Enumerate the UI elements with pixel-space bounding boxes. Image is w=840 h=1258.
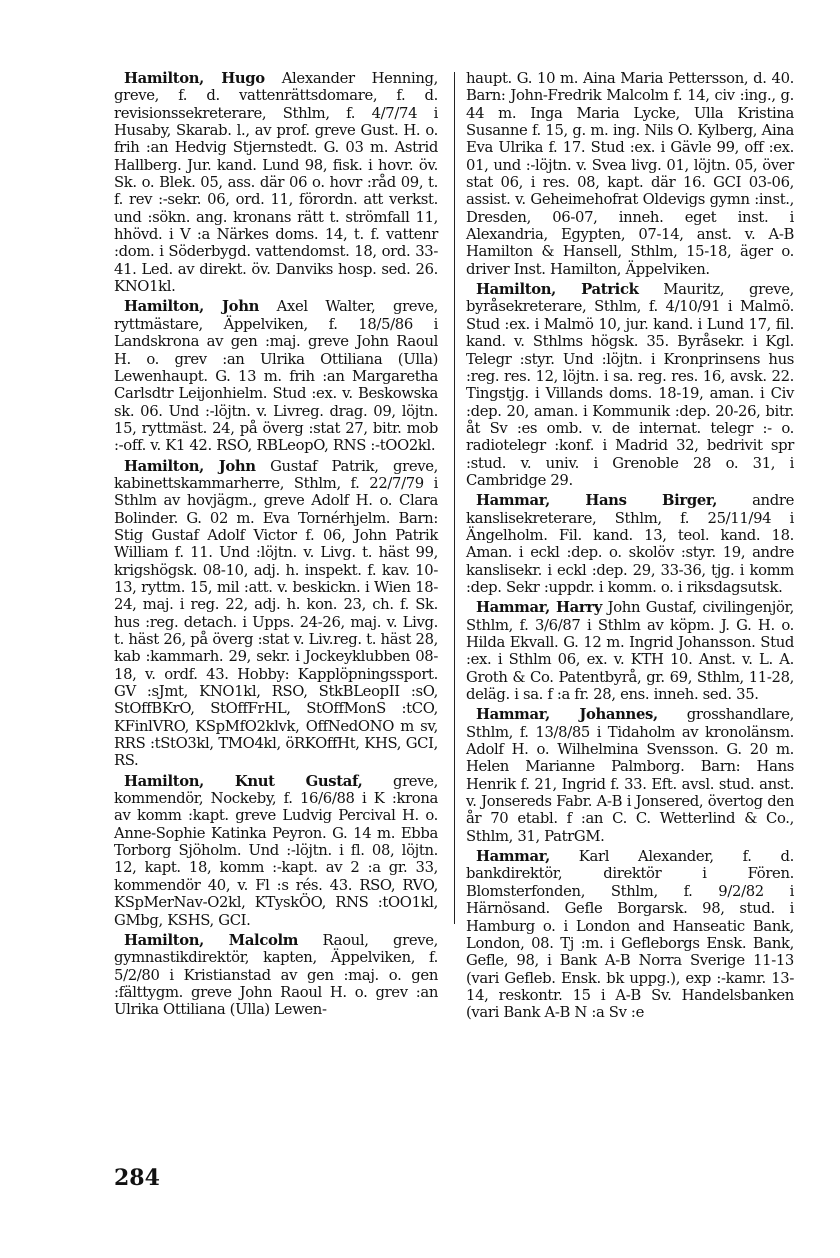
entry-headword: Hamilton, Knut Gustaf,	[124, 772, 363, 790]
left-column	[114, 70, 438, 1022]
entry-headword: Hammar, Hans Birger,	[476, 492, 718, 510]
page-number: 284	[114, 1165, 160, 1191]
entry-text: Raoul, greve, gymnastikdirektör, kapten, Äppelviken, f. 5/2/80 i Kristianstad av gen :maj. o. gen :fälttygm. greve John Raoul H. o. grev :an Ulrika Ottiliana (Ulla) Lewen-	[114, 931, 439, 1019]
column-divider	[454, 72, 455, 924]
entry-continuation	[466, 70, 794, 278]
entry	[114, 932, 438, 1019]
entry-headword: Hammar, Harry	[476, 599, 602, 617]
entry-text: Alexander Henning, greve, f. d. vattenrättsdomare, f. d. revisionssekreterare, Sthlm, f. 4/7/74 i Husaby, Skarab. l., av prof. greve Gust. H. o. frih :an Hedvig Stjernstedt. G. 03 m. Astrid Hallberg. Jur. kand. Lund 98, fisk. i hovr. öv. Sk. o. Blek. 05, ass. där 06 o. hovr :råd 09, t. f. rev :-sekr. 06, ord. 11, förordn. att verkst. und :sökn. ang. kronans rätt t. strömfall 11, hhövd. i V :a Närkes doms. 14, t. f. vattenr :dom. i Söderbygd. vattendomst. 18, ord. 33-41. Led. av direkt. öv. Danviks hosp. sed. 26. KNO1kl.	[114, 70, 438, 296]
entry-headword: Hamilton, Patrick	[476, 281, 639, 299]
entry-headword: Hammar,	[476, 848, 550, 866]
entry	[466, 281, 794, 489]
entry	[466, 599, 794, 703]
entry	[466, 848, 794, 1021]
entry-text: grosshandlare, Sthlm, f. 13/8/85 i Tidaholm av kronolänsm. Adolf H. o. Wilhelmina Svensson. G. 20 m. Helen Marianne Palmborg. Barn: Hans Henrik f. 21, Ingrid f. 33. Eft. avsl. stud. anst. v. Jonsereds Fabr. A-B i Jonsered, övertog den år 70 etabl. f :an C. C. Wetterlind & Co., Sthlm, 31, PatrGM.	[466, 706, 794, 845]
entry-headword: Hamilton, John	[124, 298, 260, 316]
entry-headword: Hammar, Johannes,	[476, 706, 658, 724]
entry-text: haupt. G. 10 m. Aina Maria Pettersson, d. 40. Barn: John-Fredrik Malcolm f. 14, civ :ing., g. 44 m. Inga Maria Lycke, Ulla Kristina Susanne f. 15, g. m. ing. Nils O. Kylberg, Aina Eva Ulrika f. 17. Stud :ex. i Gävle 99, off :ex. 01, und :-löjtn. v. Svea livg. 01, löjtn. 05, över stat 06, i res. 08, kapt. där 16. GCI 03-06, assist. v. Geheimehofrat Oldevigs gymn :inst., Dresden, 06-07, inneh. eget inst. i Alexandria, Egypten, 07-14, anst. v. A-B Hamilton & Hansell, Sthlm, 15-18, äger o. driver Inst. Hamilton, Äppelviken.	[466, 70, 794, 278]
entry	[114, 773, 438, 929]
entry-text: Karl Alexander, f. d. bankdirektör, direktör i Fören. Blomsterfonden, Sthlm, f. 9/2/82 i Härnösand. Gefle Borgarsk. 98, stud. i Hamburg o. i London and Hanseatic Bank, London, 08. Tj :m. i Gefleborgs Ensk. Bank, Gefle, 98, i Bank A-B Norra Sverige 11-13 (vari Gefleb. Ensk. bk uppg.), exp :-kamr. 13-14, reskontr. 15 i A-B Sv. Handelsbanken (vari Bank A-B N :a Sv :e	[466, 848, 794, 1022]
entry-text: Gustaf Patrik, greve, kabinettskammarherre, Sthlm, f. 22/7/79 i Sthlm av hovjägm., greve Adolf H. o. Clara Bolinder. G. 02 m. Eva Tornérhjelm. Barn: Stig Gustaf Adolf Victor f. 06, John Patrik William f. 11. Und :löjtn. v. Livg. t. häst 99, krigshögsk. 08-10, adj. h. inspekt. f. kav. 10-13, ryttm. 15, mil :att. v. beskickn. i Wien 18-24, maj. i reg. 22, adj. h. kon. 23, ch. f. Sk. hus :reg. detach. i Upps. 24-26, maj. v. Livg. t. häst 26, på överg :stat v. Liv.reg. t. häst 28, kab :kammarh. 29, sekr. i Jockeyklubben 08-18, v. ordf. 43. Hobby: Kapplöpningssport. GV :sJmt, KNO1kl, RSO, StkBLeopII :sO, StOffBKrO, StOffFrHL, StOffMonS :tCO, KFinlVRO, KSpMfO2klvk, OffNedONO m sv, RRS :tStO3kl, TMO4kl, öRKOffHt, KHS, GCI, RS.	[114, 457, 438, 770]
right-column	[466, 70, 794, 1025]
entry	[466, 706, 794, 845]
entry	[114, 298, 438, 454]
entry-headword: Hamilton, Hugo	[124, 70, 265, 87]
entry-headword: Hamilton, John	[124, 457, 256, 475]
entry-text: John Gustaf, civilingenjör, Sthlm, f. 3/6/87 i Sthlm av köpm. J. G. H. o. Hilda Ekvall. G. 12 m. Ingrid Johansson. Stud :ex. i Sthlm 06, ex. v. KTH 10. Anst. v. L. A. Groth & Co. Patentbyrå, gr. 69, Sthlm, 11-28, deläg. i sa. f :a fr. 28, ens. inneh. sed. 35.	[466, 599, 794, 704]
entry-text: greve, kommendör, Nockeby, f. 16/6/88 i K :krona av komm :kapt. greve Ludvig Percival H. o. Anne-Sophie Katinka Peyron. G. 14 m. Ebba Torborg Sjöholm. Und :-löjtn. i fl. 08, löjtn. 12, kapt. 18, komm :-kapt. av 2 :a gr. 33, kommendör 40, v. Fl :s rés. 43. RSO, RVO, KSpMerNav-O2kl, KTyskÖO, RNS :tOO1kl, GMbg, KSHS, GCI.	[114, 772, 438, 929]
entry	[114, 458, 438, 770]
entry-text: Axel Walter, greve, ryttmästare, Äppelviken, f. 18/5/86 i Landskrona av gen :maj. greve John Raoul H. o. grev :an Ulrika Ottiliana (Ulla) Lewenhaupt. G. 13 m. frih :an Margaretha Carlsdtr Leijonhielm. Stud :ex. v. Beskowska sk. 06. Und :-löjtn. v. Livreg. drag. 09, löjtn. 15, ryttmäst. 24, på överg :stat 27, bitr. mob :-off. v. K1 42. RSO, RBLeopO, RNS :-tOO2kl.	[114, 298, 438, 455]
entry	[466, 492, 794, 596]
entry-text: Mauritz, greve, byråsekreterare, Sthlm, f. 4/10/91 i Malmö. Stud :ex. i Malmö 10, jur. kand. i Lund 17, fil. kand. v. Sthlms högsk. 35. Byråsekr. i Kgl. Telegr :styr. Und :löjtn. i Kronprinsens hus :reg. res. 12, löjtn. i sa. reg. res. 16, avsk. 22. Tingstjg. i Villands doms. 18-19, aman. i Civ :dep. 20, aman. i Kommunik :dep. 20-26, bitr. åt Sv :es omb. v. de internat. telegr :- o. radiotelegr :konf. i Madrid 32, bedrivit spr :stud. v. univ. i Grenoble 28 o. 31, i Cambridge 29.	[466, 281, 794, 489]
entry	[114, 70, 438, 295]
entry-headword: Hamilton, Malcolm	[124, 931, 299, 949]
entry-text: andre kanslisekreterare, Sthlm, f. 25/11/94 i Ängelholm. Fil. kand. 13, teol. kand. 18. Aman. i eckl :dep. o. skolöv :styr. 19, andre kanslisekr. i eckl :dep. 29, 33-36, tjg. i komm :dep. Sekr :uppdr. i komm. o. i riksdagsutsk.	[466, 492, 794, 596]
